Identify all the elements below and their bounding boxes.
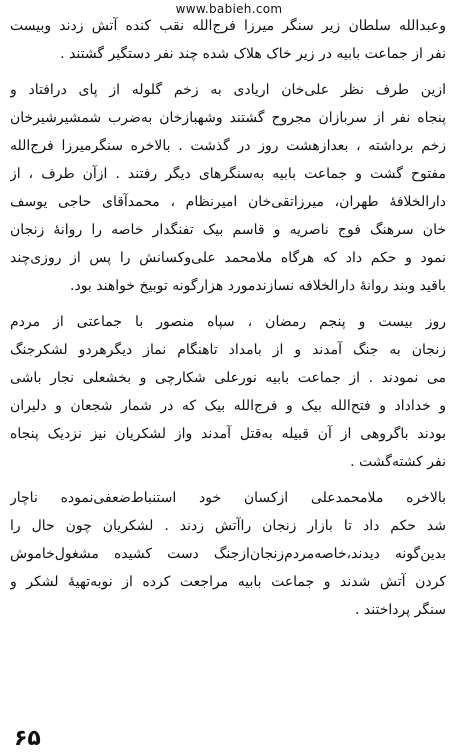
- text-line: نفر از جماعت بابیه در زیر خاک هلاک شده چند نفر دستگیر گشتند .: [60, 46, 446, 62]
- text-line: زنجان به جنگ آمدند و از بامداد تاهنگام نماز دیگرهردو لشکرجنگ: [10, 342, 446, 358]
- text-line: سنگر پرداختند .: [355, 602, 446, 618]
- page-body-text: [10, 12, 446, 624]
- text-line: کردن آتش شدند و جماعت بابیه مراجعت کرده از نوبه‌تهیهٔ لشکر و: [10, 574, 446, 590]
- text-line: بالاخره ملامحمدعلی ازکسان خود استنباط‌ضعفی‌نموده ناچار: [10, 490, 446, 506]
- text-line: نمود و حکم داد که هرگاه ملامحمد علی‌وکسانش را پس از روزی‌چند: [10, 250, 446, 266]
- page-number: ۶۵: [14, 726, 41, 751]
- text-line: خان سرهنگ فوج ناصریه و قاسم بیک تفنگدار خاصه را روانهٔ زنجان: [10, 222, 446, 238]
- text-line: مفتوح گشت و جماعت بابیه به‌سنگرهای دیگر رفتند . ازآن طرف ، از: [10, 166, 446, 182]
- text-line: نفر کشته‌گشت .: [350, 454, 446, 470]
- text-line: ازین طرف نظر علی‌خان اریادی به زخم گلوله از پای درافتاد و: [10, 82, 446, 98]
- text-line: باقید وبند روانهٔ دارالخلافه نسازندمورد هزارگونه توبیخ خواهند بود.: [70, 278, 446, 294]
- text-line: پنجاه نفر از سربازان مجروح گشتند وشهبازخان به‌ضرب شمشیرشیرخان: [10, 110, 446, 126]
- text-line: می نمودند . از جماعت بابیه نورعلی شکارچی و بخشعلی نجار باشی: [10, 370, 446, 386]
- paragraph-3: [10, 308, 446, 476]
- text-line: بودند باگروهی از آن قبیله به‌قتل آمدند واز لشکریان نیز نزدیک پنجاه: [10, 426, 446, 442]
- text-line: بدین‌گونه دیدند،خاصه‌مردم‌زنجان‌ازجنگ دست کشیده مشغول‌خاموش: [10, 546, 446, 562]
- text-line: و خداداد و فتح‌الله بیک و فرج‌الله بیک که در شمار شجعان و دلیران: [10, 398, 446, 414]
- text-line: شد حکم داد تا بازار زنجان راآتش زدند . لشکریان چون حال را: [10, 518, 446, 534]
- paragraph-4: [10, 484, 446, 624]
- website-url: www.babieh.com: [175, 2, 283, 16]
- text-line: روز بیست و پنجم رمضان ، سپاه منصور با جماعتی از مردم: [10, 314, 446, 330]
- text-line: دارالخلافهٔ طهران، میرزاتقی‌خان امیرنظام ، محمدآقای حاجی یوسف: [10, 194, 446, 210]
- text-line: وعبدالله سلطان زیر سنگر میرزا فرج‌الله نقب کنده آتش زدند وبیست: [10, 18, 446, 34]
- text-line: زخم برداشته ، بعدازهشت روز در گذشت . بالاخره سنگرمیرزا فرج‌الله: [10, 138, 446, 154]
- paragraph-2: [10, 76, 446, 300]
- paragraph-1: [10, 12, 446, 68]
